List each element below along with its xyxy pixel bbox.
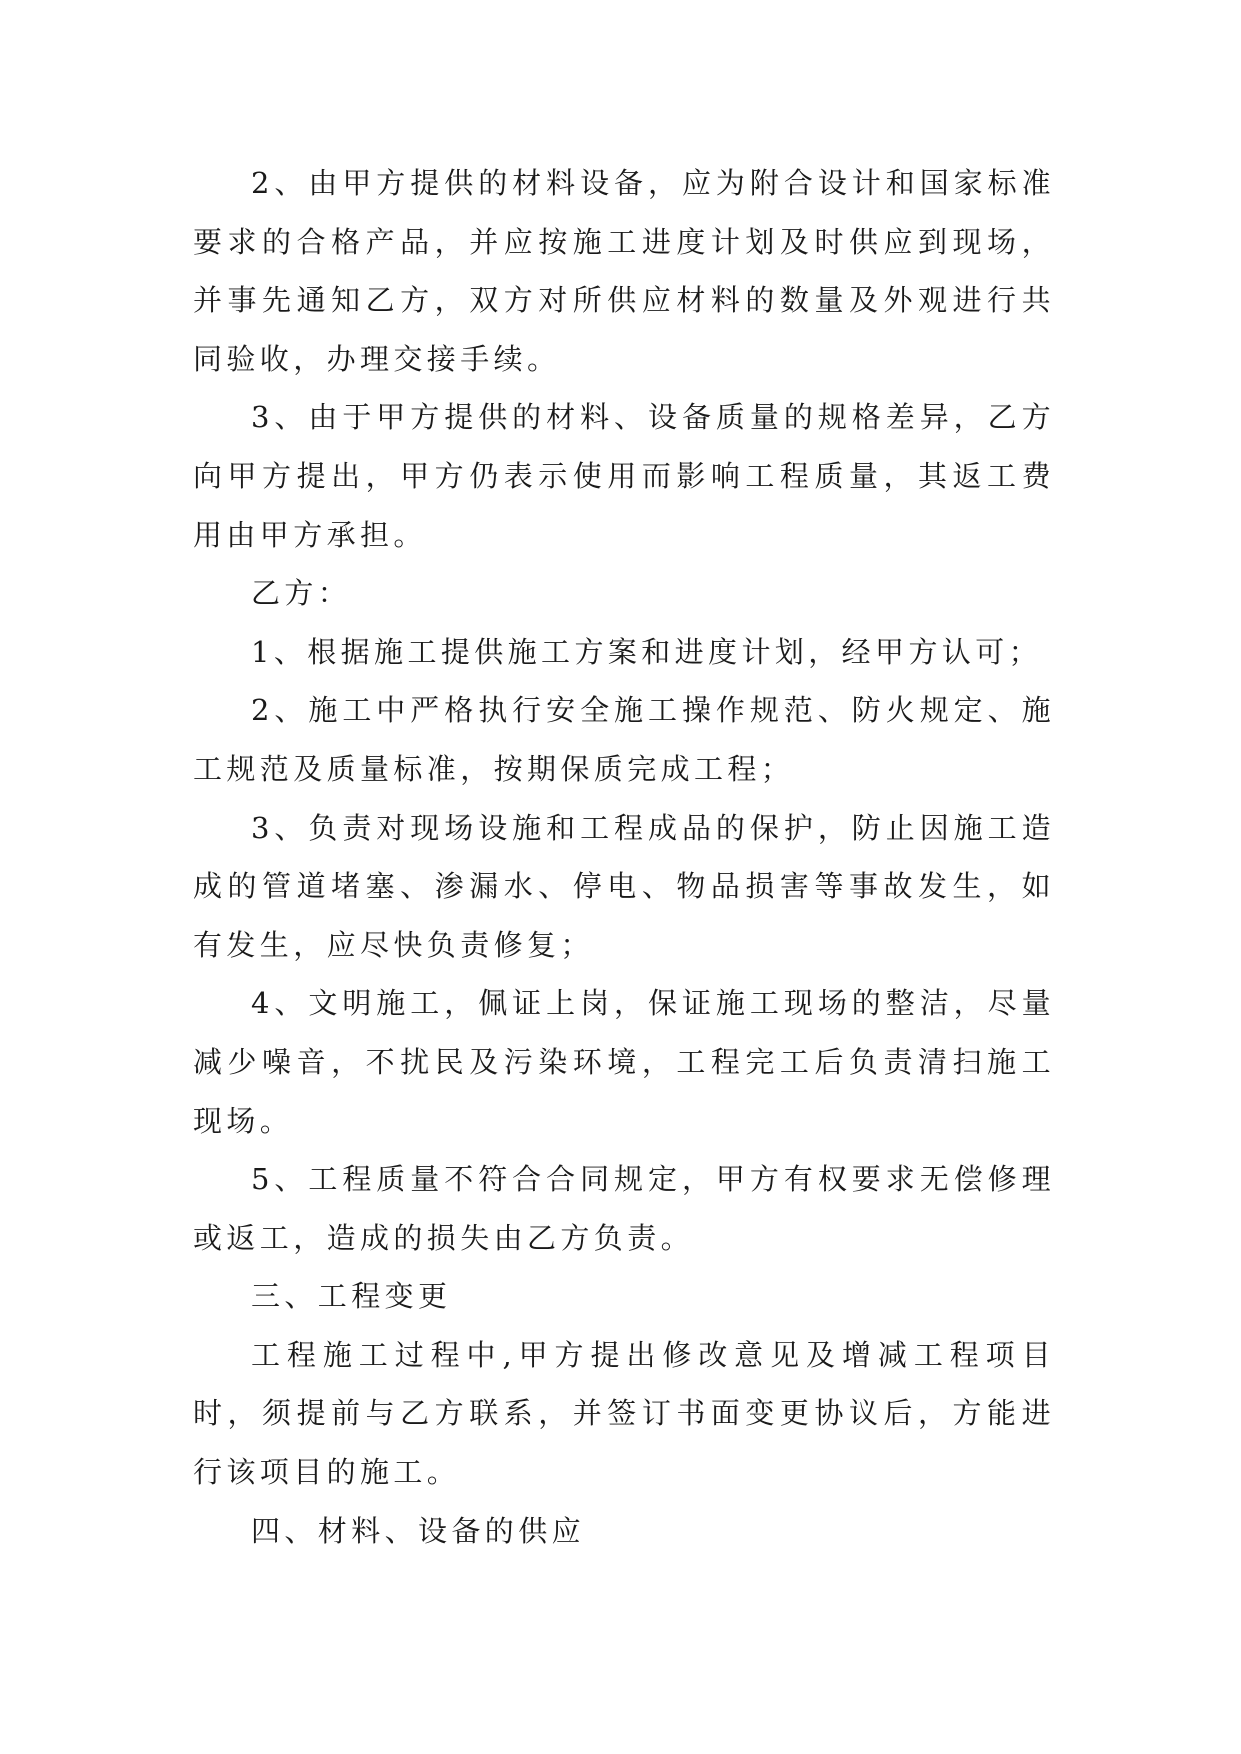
- paragraph-engineering-change: 工程施工过程中,甲方提出修改意见及增减工程项目时，须提前与乙方联系，并签订书面变更协议后，方能进行该项目的施工。: [193, 1337, 1055, 1490]
- section-heading-materials-supply: 四、材料、设备的供应: [251, 1513, 586, 1548]
- paragraph-party-b-item-2: 2、施工中严格执行安全施工操作规范、防火规定、施工规范及质量标准，按期保质完成工程；: [193, 693, 1055, 786]
- paragraph-party-a-item-2: 2、由甲方提供的材料设备，应为附合设计和国家标准要求的合格产品，并应按施工进度计划及时供应到现场，并事先通知乙方，双方对所供应材料的数量及外观进行共同验收，办理交接手续。: [193, 166, 1055, 376]
- paragraph-party-a-item-3: 3、由于甲方提供的材料、设备质量的规格差异，乙方向甲方提出，甲方仍表示使用而影响工程质量，其返工费用由甲方承担。: [193, 400, 1055, 552]
- document-body: [193, 154, 1055, 1560]
- heading-party-b: 乙方：: [251, 576, 352, 611]
- paragraph-party-b-item-4: 4、文明施工，佩证上岗，保证施工现场的整洁，尽量减少噪音，不扰民及污染环境，工程完工后负责清扫施工现场。: [193, 986, 1055, 1138]
- paragraph-party-b-item-5: 5、工程质量不符合合同规定，甲方有权要求无偿修理或返工，造成的损失由乙方负责。: [193, 1162, 1055, 1255]
- paragraph-party-b-item-1: 1、根据施工提供施工方案和进度计划，经甲方认可；: [251, 634, 1043, 669]
- paragraph-party-b-item-3: 3、负责对现场设施和工程成品的保护，防止因施工造成的管道堵塞、渗漏水、停电、物品损害等事故发生，如有发生，应尽快负责修复；: [193, 810, 1055, 962]
- section-heading-engineering-change: 三、工程变更: [251, 1279, 452, 1314]
